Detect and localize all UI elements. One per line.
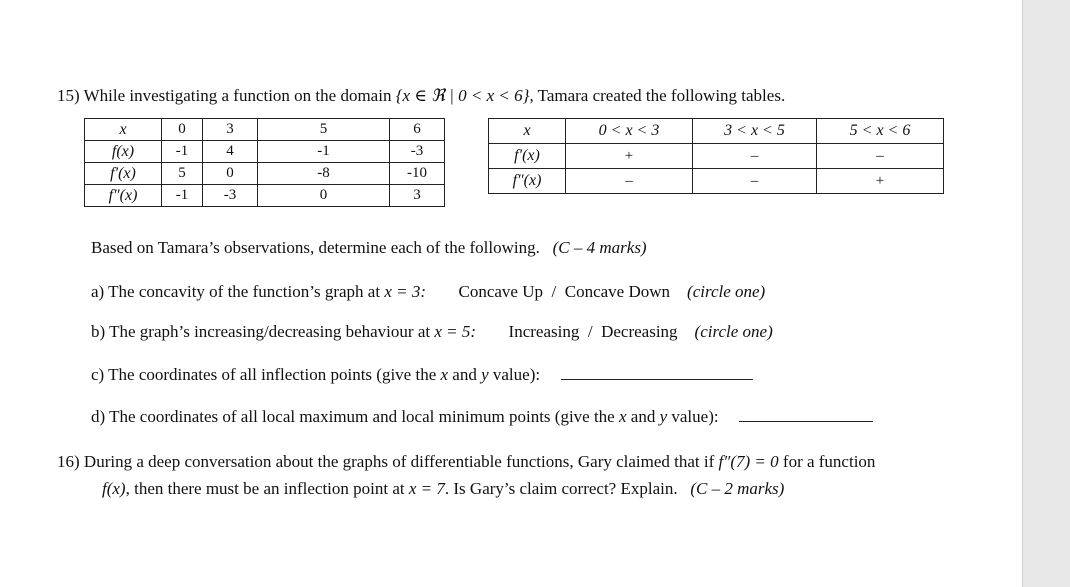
answer-blank-c[interactable] [561, 365, 753, 380]
table-cell: 3 [390, 185, 445, 207]
table-cell: 3 [203, 119, 258, 141]
q15-intro: While investigating a function on the domain [83, 86, 392, 105]
part-a [91, 282, 765, 302]
table-cell: 0 < x < 3 [566, 119, 693, 144]
table-cell: 0 [203, 163, 258, 185]
part-d-post: value): [671, 407, 719, 426]
table-cell: 5 [162, 163, 203, 185]
table-cell: -1 [162, 185, 203, 207]
increasing-option[interactable]: Increasing [508, 322, 580, 341]
part-d [91, 407, 873, 427]
option-separator: / [587, 322, 593, 341]
table-cell: 3 < x < 5 [693, 119, 817, 144]
table-cell: -10 [390, 163, 445, 185]
part-c-x: x [440, 365, 449, 384]
circle-one-note: (circle one) [687, 282, 766, 301]
part-b-label: b) The graph’s increasing/decreasing behaviour at [91, 322, 431, 341]
table-cell: 5 [258, 119, 390, 141]
table-row [489, 144, 944, 169]
q15-outro: , Tamara created the following tables. [529, 86, 786, 105]
part-a-x: x = 3: [384, 282, 426, 301]
q16-marks: (C – 2 marks) [690, 479, 785, 498]
part-d-and: and [630, 407, 656, 426]
question-16-line-2 [102, 479, 784, 499]
table-cell: 4 [203, 141, 258, 163]
q16-fx: f(x) [102, 479, 126, 498]
q16-line2: , then there must be an inflection point at [125, 479, 405, 498]
option-separator: / [551, 282, 557, 301]
part-c-post: value): [492, 365, 541, 384]
table-cell: x [85, 119, 162, 141]
part-a-label: a) The concavity of the function’s graph at [91, 282, 381, 301]
table-row [85, 141, 445, 163]
q16-text: During a deep conversation about the graphs of differentiable functions, Gary claimed that if [83, 452, 715, 471]
question-15-heading [57, 86, 785, 106]
table-cell: – [693, 144, 817, 169]
table-cell: – [693, 169, 817, 194]
table-row [85, 163, 445, 185]
table-cell: -3 [203, 185, 258, 207]
instructions-text: Based on Tamara’s observations, determine each of the following. [91, 238, 540, 257]
q15-number: 15) [57, 86, 80, 105]
concave-down-option[interactable]: Concave Down [564, 282, 671, 301]
part-c-pre: c) The coordinates of all inflection points (give the [91, 365, 437, 384]
sign-table [488, 118, 944, 194]
table-cell: 0 [258, 185, 390, 207]
answer-blank-d[interactable] [739, 407, 873, 422]
table-cell: -8 [258, 163, 390, 185]
table-cell: 5 < x < 6 [817, 119, 944, 144]
table-cell: -1 [162, 141, 203, 163]
part-c-and: and [452, 365, 477, 384]
question-16-line-1 [57, 452, 875, 472]
marks-label: (C – 4 marks) [552, 238, 647, 257]
part-c-y: y [481, 365, 489, 384]
q16-number: 16) [57, 452, 80, 471]
values-table [84, 118, 445, 207]
q16-condition: f″(7) = 0 [718, 452, 779, 471]
table-cell: 6 [390, 119, 445, 141]
table-cell: f″(x) [489, 169, 566, 194]
table-cell: – [817, 144, 944, 169]
concave-up-option[interactable]: Concave Up [458, 282, 544, 301]
table-row [489, 169, 944, 194]
table-row [85, 185, 445, 207]
part-b-x: x = 5: [434, 322, 477, 341]
decreasing-option[interactable]: Decreasing [601, 322, 678, 341]
q16-line2-post: . Is Gary’s claim correct? Explain. [444, 479, 678, 498]
table-cell: f′(x) [489, 144, 566, 169]
q16-text-post: for a function [782, 452, 876, 471]
part-c [91, 365, 753, 385]
table-cell: – [566, 169, 693, 194]
table-cell: f′(x) [85, 163, 162, 185]
table-cell: -1 [258, 141, 390, 163]
circle-one-note: (circle one) [694, 322, 773, 341]
table-cell: + [817, 169, 944, 194]
table-cell: -3 [390, 141, 445, 163]
table-row [489, 119, 944, 144]
table-cell: f(x) [85, 141, 162, 163]
part-b [91, 322, 773, 342]
instructions [91, 238, 647, 258]
q16-x: x = 7 [408, 479, 445, 498]
table-cell: 0 [162, 119, 203, 141]
table-row [85, 119, 445, 141]
table-cell: + [566, 144, 693, 169]
table-cell: f″(x) [85, 185, 162, 207]
q15-domain: {x ∈ ℜ | 0 < x < 6} [395, 86, 530, 105]
table-cell: x [489, 119, 566, 144]
part-d-y: y [659, 407, 668, 426]
part-d-pre: d) The coordinates of all local maximum and local minimum points (give the [91, 407, 615, 426]
part-d-x: x [618, 407, 627, 426]
